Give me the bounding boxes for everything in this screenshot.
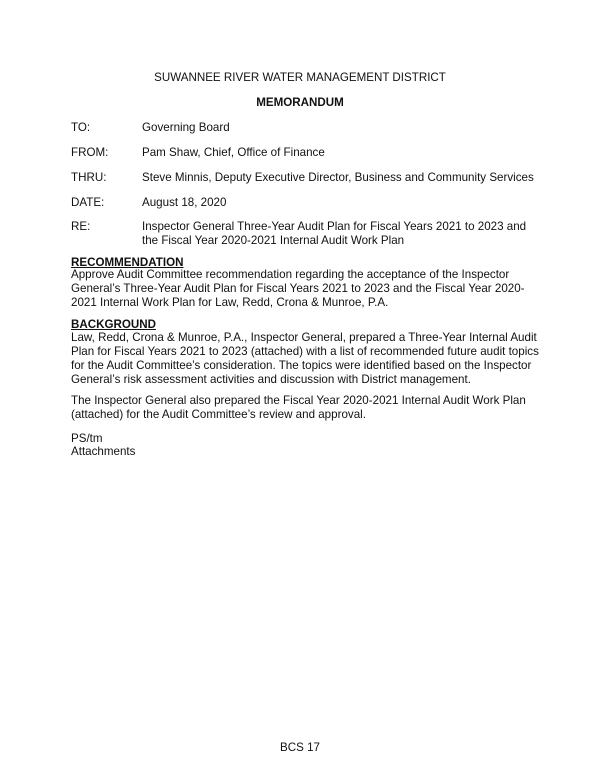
recommendation-heading: RECOMMENDATION: [71, 256, 184, 269]
organization-name: SUWANNEE RIVER WATER MANAGEMENT DISTRICT: [154, 71, 446, 84]
background-paragraph-1: Law, Redd, Crona & Munroe, P.A., Inspector General, prepared a Three-Year Internal Audit Plan for Fiscal Years 2021 to 2023 (attached) with a list of recommended future audit topics for the Audit Committee’s consideration. The topics were identified based on the Inspector General’s risk assessment activities and discussion with District management.: [71, 331, 539, 386]
header-value-date: August 18, 2020: [142, 196, 227, 209]
page-label: BCS 17: [280, 741, 320, 754]
header-label-thru: THRU:: [71, 171, 107, 184]
recommendation-text: Approve Audit Committee recommendation regarding the acceptance of the Inspector General’s Three-Year Audit Plan for Fiscal Years 2021 to 2023 and the Fiscal Year 2020-2021 Internal Work Plan for Law, Redd, Crona & Munroe, P.A.: [71, 268, 525, 309]
background-paragraph-2: The Inspector General also prepared the Fiscal Year 2020-2021 Internal Audit Work Plan (attached) for the Audit Committee’s review and approval.: [71, 394, 526, 421]
header-value-from: Pam Shaw, Chief, Office of Finance: [142, 146, 325, 159]
header-label-from: FROM:: [71, 146, 109, 159]
header-value-re: Inspector General Three-Year Audit Plan for Fiscal Years 2021 to 2023 and the Fiscal Year 2020-2021 Internal Audit Work Plan: [142, 220, 527, 247]
memo-initials: PS/tm: [71, 432, 103, 445]
header-label-to: TO:: [71, 121, 91, 134]
header-label-re: RE:: [71, 220, 91, 233]
memo-title: MEMORANDUM: [256, 96, 344, 109]
background-heading: BACKGROUND: [71, 318, 157, 331]
header-label-date: DATE:: [71, 196, 105, 209]
memo-attachments: Attachments: [71, 445, 136, 458]
header-value-to: Governing Board: [142, 121, 230, 134]
header-value-thru: Steve Minnis, Deputy Executive Director, Business and Community Services: [142, 171, 534, 184]
